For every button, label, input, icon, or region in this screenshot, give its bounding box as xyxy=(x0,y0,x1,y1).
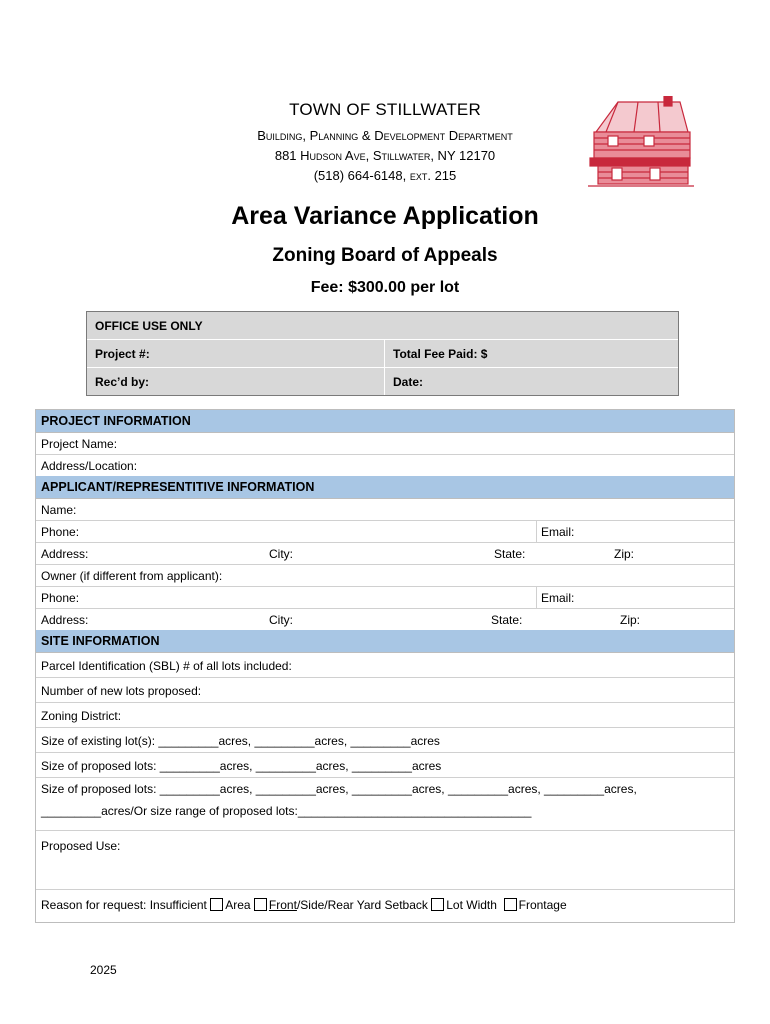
town-hall-logo xyxy=(588,96,694,188)
zoning-district-label: Zoning District: xyxy=(41,709,122,723)
new-lots-field[interactable] xyxy=(36,678,734,703)
office-use-box xyxy=(86,311,679,396)
lot-width-checkbox[interactable] xyxy=(431,898,444,911)
department-name: Building, Planning & Development Department xyxy=(257,128,513,143)
applicant-info-heading: APPLICANT/REPRESENTITIVE INFORMATION xyxy=(36,476,734,499)
area-option-label: Area xyxy=(225,898,251,912)
owner-phone-label: Phone: xyxy=(41,591,80,605)
existing-lot-size-field[interactable] xyxy=(36,728,734,753)
owner-email-label: Email: xyxy=(541,591,575,605)
project-number-field[interactable]: Project #: xyxy=(87,340,385,367)
yard-setback-checkbox[interactable] xyxy=(254,898,267,911)
zoning-district-field[interactable] xyxy=(36,703,734,728)
project-name-field[interactable] xyxy=(36,433,734,455)
total-fee-field[interactable]: Total Fee Paid: $ xyxy=(393,346,488,361)
address-location-field[interactable] xyxy=(36,455,734,476)
applicant-state-label: State: xyxy=(494,547,526,561)
owner-address-label: Address: xyxy=(41,613,89,627)
proposed-use-field[interactable] xyxy=(36,831,734,890)
board-title: Zoning Board of Appeals xyxy=(272,245,498,266)
site-info-heading: SITE INFORMATION xyxy=(36,630,734,653)
project-info-heading: PROJECT INFORMATION xyxy=(36,410,734,433)
letterhead xyxy=(180,100,590,186)
application-form xyxy=(35,409,735,923)
reason-label: Reason for request: Insufficient Area Front/Side/Rear Yard Setback Lot Width Frontage xyxy=(41,898,567,912)
owner-zip-label: Zip: xyxy=(620,613,641,627)
size-range-label: _________acres/Or size range of proposed lots:___________________________________ xyxy=(41,804,532,818)
applicant-phone-row[interactable] xyxy=(36,521,734,543)
project-name-label: Project Name: xyxy=(41,437,118,451)
applicant-address-row[interactable] xyxy=(36,543,734,565)
proposed-lot-size-label: Size of proposed lots: _________acres, _________acres, _________acres xyxy=(41,759,442,773)
town-name: TOWN OF STILLWATER xyxy=(289,100,481,119)
applicant-name-label: Name: xyxy=(41,503,77,517)
town-address: 881 Hudson Ave, Stillwater, NY 12170 xyxy=(274,148,496,163)
lot-width-option-label: Lot Width xyxy=(446,898,497,912)
title-block xyxy=(0,202,770,297)
frontage-option-label: Frontage xyxy=(518,898,567,912)
proposed-lots-range-field[interactable] xyxy=(36,778,734,831)
applicant-zip-label: Zip: xyxy=(614,547,635,561)
parcel-id-field[interactable] xyxy=(36,653,734,678)
town-phone: (518) 664-6148, ext. 215 xyxy=(313,168,457,183)
owner-address-row[interactable] xyxy=(36,609,734,630)
proposed-use-label: Proposed Use: xyxy=(41,839,121,853)
new-lots-label: Number of new lots proposed: xyxy=(41,684,202,698)
side-rear-option-label: /Side/Rear Yard Setback xyxy=(296,898,428,912)
applicant-address-label: Address: xyxy=(41,547,89,561)
form-title: Area Variance Application xyxy=(231,202,539,230)
owner-field[interactable] xyxy=(36,565,734,587)
received-by-field[interactable]: Rec’d by: xyxy=(87,368,385,395)
proposed-lots-long-label: Size of proposed lots: _________acres, _________acres, _________acres, _________acres, _________acres, xyxy=(41,782,637,796)
parcel-id-label: Parcel Identification (SBL) # of all lots included: xyxy=(41,659,292,673)
owner-state-label: State: xyxy=(491,613,523,627)
reason-row xyxy=(36,890,734,922)
area-checkbox[interactable] xyxy=(210,898,223,911)
owner-label: Owner (if different from applicant): xyxy=(41,569,223,583)
applicant-name-field[interactable] xyxy=(36,499,734,521)
frontage-checkbox[interactable] xyxy=(504,898,517,911)
office-use-heading: OFFICE USE ONLY xyxy=(95,318,203,333)
applicant-phone-label: Phone: xyxy=(41,525,80,539)
fee-line: Fee: $300.00 per lot xyxy=(310,279,460,296)
applicant-email-label: Email: xyxy=(541,525,575,539)
owner-phone-row[interactable] xyxy=(36,587,734,609)
address-location-label: Address/Location: xyxy=(41,459,138,473)
existing-lot-size-label: Size of existing lot(s): _________acres, _________acres, _________acres xyxy=(41,734,440,748)
date-field[interactable]: Date: xyxy=(393,374,424,389)
form-year: 2025 xyxy=(90,963,117,977)
owner-city-label: City: xyxy=(269,613,293,627)
proposed-lot-size-field[interactable] xyxy=(36,753,734,778)
front-option-label: Front xyxy=(268,898,297,912)
applicant-city-label: City: xyxy=(269,547,293,561)
